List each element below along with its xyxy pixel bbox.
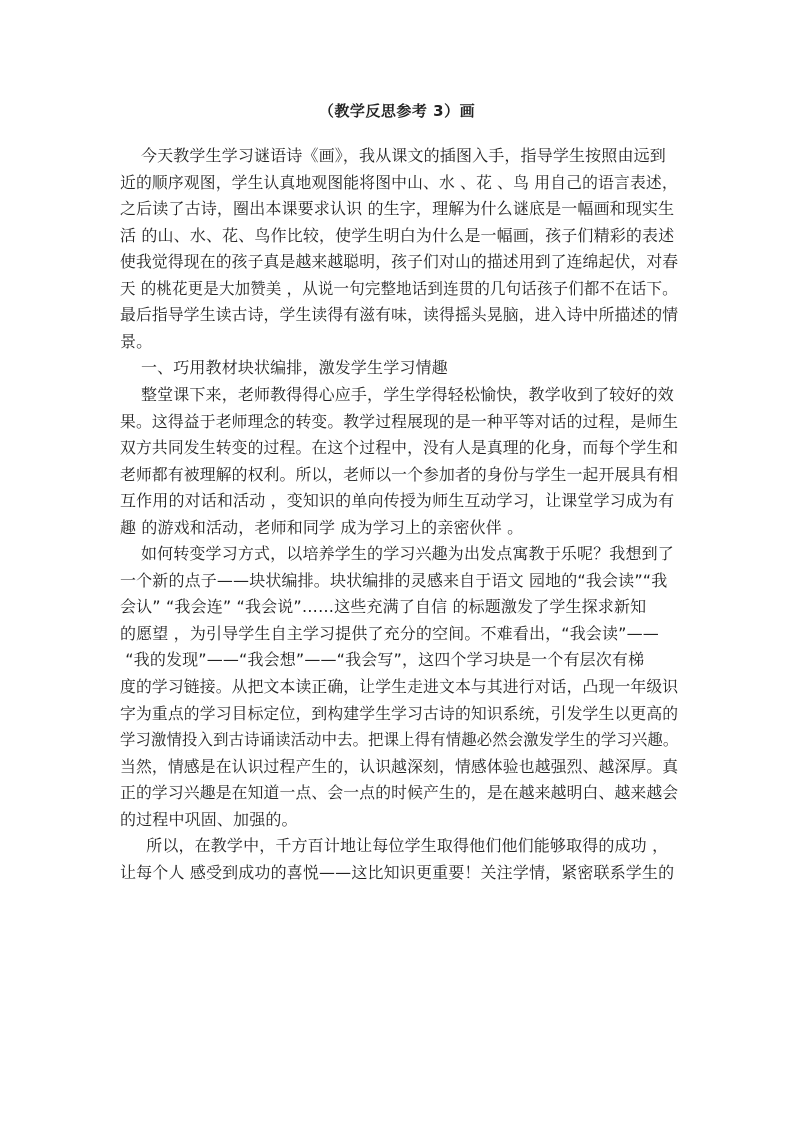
body-line: 字为重点的学习目标定位，到构建学生学习古诗的知识系统，引发学生以更高的 xyxy=(120,704,679,723)
body-line: 当然，情感是在认识过程产生的，认识越深刻，情感体验也越强烈、越深厚。真 xyxy=(120,757,679,776)
body-line: 双方共同发生转变的过程。在这个过程中，没有人是真理的化身，而每个学生和 xyxy=(120,438,679,457)
body-line: 如何转变学习方式，以培养学生的学习兴趣为出发点寓教于乐呢？我想到了 xyxy=(120,544,674,563)
body-line: 度的学习链接。从把文本读正确，让学生走进文本与其进行对话，凸现一年级识 xyxy=(120,677,679,696)
body-line: 的愿望 ，为引导学生自主学习提供了充分的空间。不难看出，“我会读”—— xyxy=(120,624,659,643)
body-line: 趣 的游戏和活动，老师和同学 成为学习上的亲密伙伴 。 xyxy=(120,518,524,537)
body-line: 近的顺序观图，学生认真地观图能将图中山、水 、花 、鸟 用自己的语言表述， xyxy=(120,173,678,192)
body-line: 活 的山、水、花、鸟作比较，使学生明白为什么是一幅画，孩子们精彩的表述 xyxy=(120,226,675,245)
document-title: （教学反思参考 3）画 xyxy=(318,102,476,120)
body-line: 的过程中巩固、加强的。 xyxy=(120,810,298,829)
body-line: 让每个人 感受到成功的喜悦——这比知识更重要！关注学情，紧密联系学生的 xyxy=(120,863,675,882)
body-line: 正的学习兴趣是在知道一点、会一点的时候产生的，是在越来越明白、越来越会 xyxy=(120,783,679,802)
body-line: 使我觉得现在的孩子真是越来越聪明，孩子们对山的描述用到了连绵起伏，对春 xyxy=(120,252,679,271)
body-line: 果。这得益于老师理念的转变。教学过程展现的是一种平等对话的过程，是师生 xyxy=(120,412,679,431)
body-line: 一、巧用教材块状编排，激发学生学习情趣 xyxy=(120,358,448,377)
body-line: 一个新的点子——块状编排。块状编排的灵感来自于语文 园地的“我会读”“我 xyxy=(120,571,668,590)
body-line: 会认” “我会连” “我会说”……这些充满了自信 的标题激发了学生探求新知 xyxy=(120,597,647,616)
body-line: 老师都有被理解的权利。所以，老师以一个参加者的身份与学生一起开展具有相 xyxy=(120,465,679,484)
body-line: 天 的桃花更是大加赞美 ，从说一句完整地话到连贯的几句话孩子们都不在话下。 xyxy=(120,279,678,298)
body-line: “我的发现”——“我会想”——“我会写”，这四个学习块是一个有层次有梯 xyxy=(120,650,645,669)
body-line: 之后读了古诗，圈出本课要求认识 的生字，理解为什么谜底是一幅画和现实生 xyxy=(120,199,675,218)
body-line: 学习激情投入到古诗诵读活动中去。把课上得有情趣必然会激发学生的学习兴趣。 xyxy=(120,730,679,749)
body-line: 互作用的对话和活动 ，变知识的单向传授为师生互动学习，让课堂学习成为有 xyxy=(120,491,675,510)
body-line: 最后指导学生读古诗，学生读得有滋有味，读得摇头晃脑，进入诗中所描述的情 xyxy=(120,305,679,324)
body-line: 今天教学生学习谜语诗《画》，我从课文的插图入手，指导学生按照由远到 xyxy=(120,146,666,165)
body-line: 景。 xyxy=(120,332,153,351)
body-line: 所以，在教学中，千方百计地让每位学生取得他们他们能够取得的成功 ， xyxy=(120,836,669,855)
body-line: 整堂课下来，老师教得得心应手，学生学得轻松愉快，教学收到了较好的效 xyxy=(120,385,674,404)
